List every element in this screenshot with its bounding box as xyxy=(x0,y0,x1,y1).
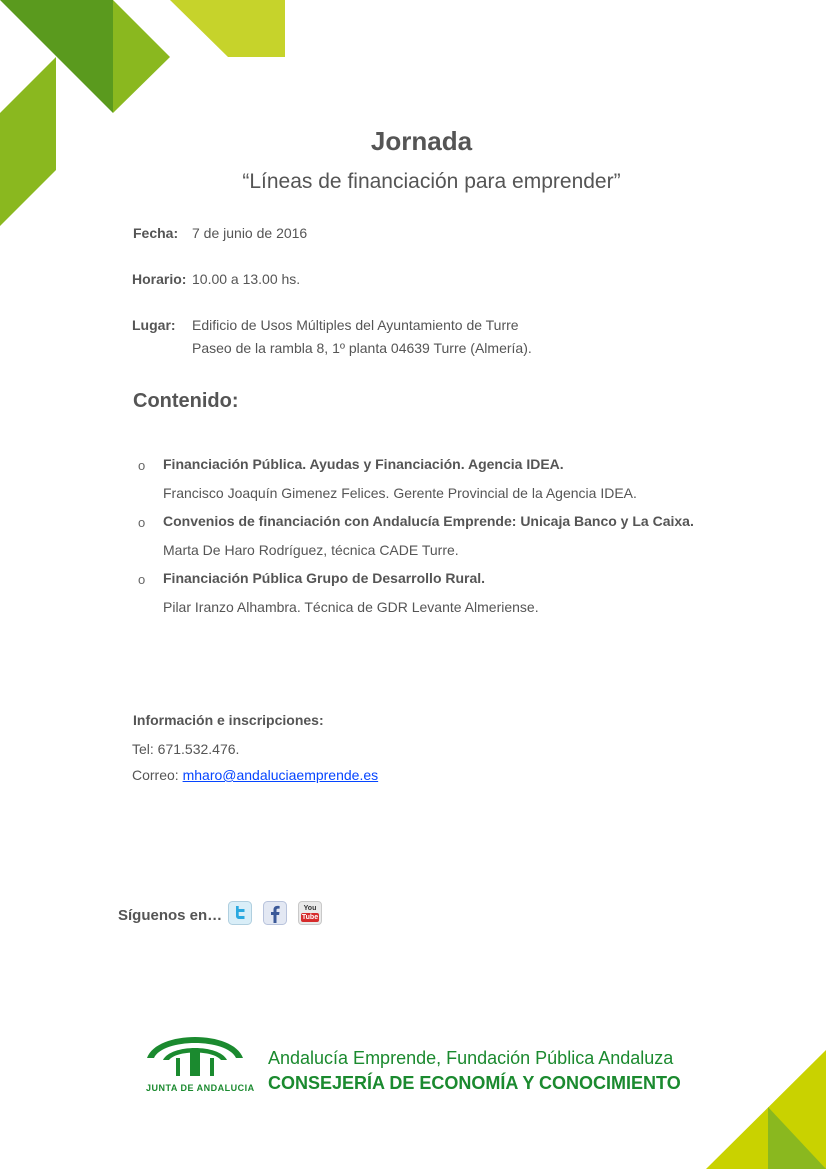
contact-heading: Información e inscripciones: xyxy=(133,712,324,728)
youtube-icon[interactable] xyxy=(298,901,322,925)
list-item-title: Financiación Pública. Ayudas y Financiación. Agencia IDEA. xyxy=(163,456,564,472)
list-bullet: o xyxy=(138,458,146,473)
social-label: Síguenos en… xyxy=(118,907,223,924)
youtube-you-text: You xyxy=(303,905,317,912)
list-item-title: Convenios de financiación con Andalucía Emprende: Unicaja Banco y La Caixa. xyxy=(163,513,694,529)
date-value: 7 de junio de 2016 xyxy=(192,225,308,241)
time-label: Horario: xyxy=(132,271,187,287)
junta-logo-icon xyxy=(143,1018,247,1080)
contact-email-row xyxy=(132,767,378,783)
bottom-right-decoration xyxy=(706,1050,826,1169)
page-subtitle: “Líneas de financiación para emprender” xyxy=(242,170,621,193)
twitter-icon[interactable] xyxy=(228,901,252,925)
list-item-title: Financiación Pública Grupo de Desarrollo Rural. xyxy=(163,570,486,586)
page-title: Jornada xyxy=(370,126,473,156)
junta-logo-text: JUNTA DE ANDALUCIA xyxy=(146,1083,255,1093)
place-line-1: Edificio de Usos Múltiples del Ayuntamiento de Turre xyxy=(192,317,519,333)
place-label: Lugar: xyxy=(132,317,176,333)
org-name-line-2: CONSEJERÍA DE ECONOMÍA Y CONOCIMIENTO xyxy=(268,1073,681,1093)
org-name-line-1: Andalucía Emprende, Fundación Pública Andaluza xyxy=(268,1048,674,1068)
contact-tel: Tel: 671.532.476. xyxy=(132,741,240,757)
place-line-2: Paseo de la rambla 8, 1º planta 04639 Turre (Almería). xyxy=(192,340,532,356)
date-label: Fecha: xyxy=(133,225,179,241)
list-item-speaker: Marta De Haro Rodríguez, técnica CADE Turre. xyxy=(163,542,459,558)
list-item-speaker: Francisco Joaquín Gimenez Felices. Gerente Provincial de la Agencia IDEA. xyxy=(163,485,637,501)
content-heading: Contenido: xyxy=(133,390,239,412)
email-label: Correo: xyxy=(132,767,179,783)
top-left-decoration xyxy=(0,0,300,235)
youtube-tube-text: Tube xyxy=(301,914,319,921)
list-bullet: o xyxy=(138,515,146,530)
email-link[interactable]: mharo@andaluciaemprende.es xyxy=(182,767,379,783)
list-bullet: o xyxy=(138,572,146,587)
list-item-speaker: Pilar Iranzo Alhambra. Técnica de GDR Levante Almeriense. xyxy=(163,599,539,615)
time-value: 10.00 a 13.00 hs. xyxy=(192,271,301,287)
facebook-icon[interactable] xyxy=(263,901,287,925)
